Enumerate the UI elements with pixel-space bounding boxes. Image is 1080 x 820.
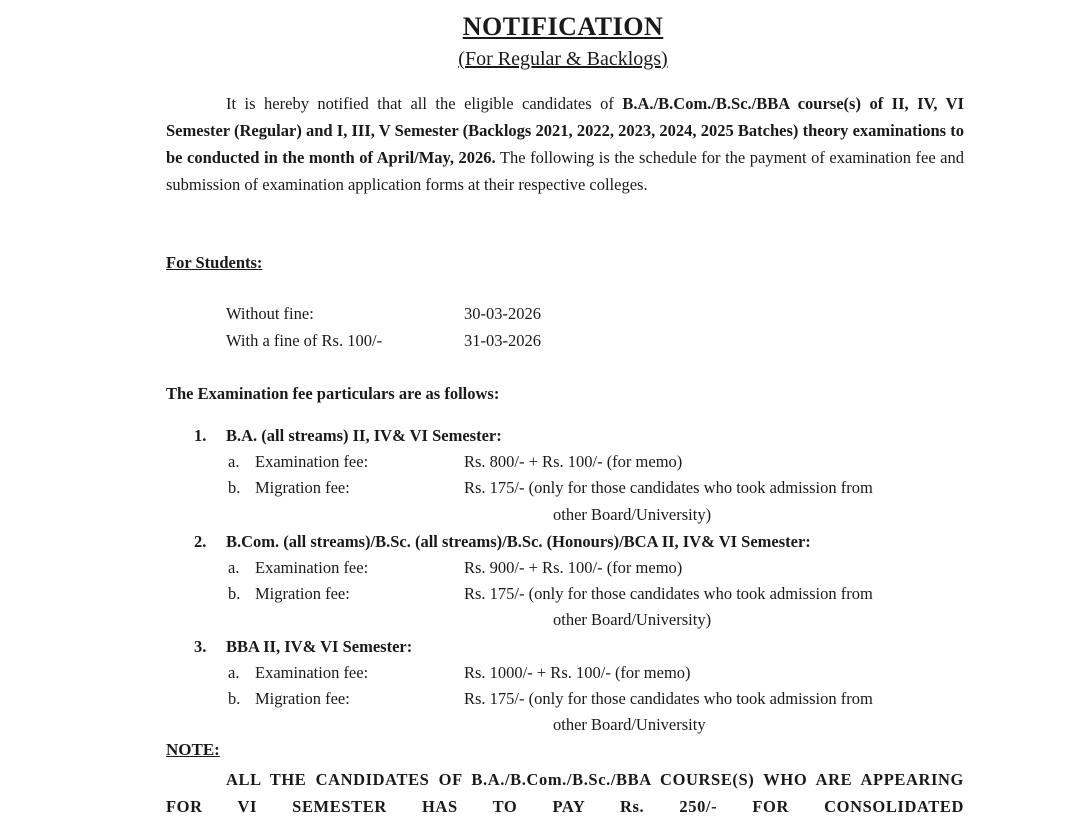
note-text: ALL THE CANDIDATES OF B.A./B.Com./B.Sc./BBA COURSE(S) WHO ARE APPEARING FOR VI SEMESTER HAS TO PAY Rs. 250/- FOR CONSOLIDATED xyxy=(166,770,964,816)
schedule-date: 31-03-2026 xyxy=(464,331,541,350)
item-letter: b. xyxy=(228,478,241,497)
course-title: B.Com. (all streams)/B.Sc. (all streams)/B.Sc. (Honours)/BCA II, IV& VI Semester: xyxy=(226,532,811,551)
students-heading: For Students: xyxy=(166,253,263,272)
item-value: Rs. 175/- (only for those candidates who took admission from xyxy=(464,478,873,497)
schedule-row-without-fine xyxy=(226,304,541,324)
intro-paragraph xyxy=(166,90,964,198)
item-value: Rs. 175/- (only for those candidates who took admission from xyxy=(464,689,873,708)
course-3-migration-fee-continued: other Board/University xyxy=(553,715,706,734)
course-2-migration-fee-continued: other Board/University) xyxy=(553,610,712,629)
page-title: NOTIFICATION xyxy=(462,12,664,41)
intro-text-1: It is hereby notified that all the eligible candidates of xyxy=(226,94,623,113)
item-value: Rs. 1000/- + Rs. 100/- (for memo) xyxy=(464,663,691,682)
schedule-label: Without fine: xyxy=(226,304,314,323)
course-number: 1. xyxy=(194,426,207,445)
item-label: Examination fee: xyxy=(255,663,369,682)
item-letter: b. xyxy=(228,689,241,708)
item-value: Rs. 800/- + Rs. 100/- (for memo) xyxy=(464,452,683,471)
item-label: Migration fee: xyxy=(255,689,350,708)
item-letter: b. xyxy=(228,584,241,603)
item-value: Rs. 900/- + Rs. 100/- (for memo) xyxy=(464,558,683,577)
course-title: BBA II, IV& VI Semester: xyxy=(226,637,413,656)
intro-text-2: The following is the schedule for the payment of examination fee and submission of examination application forms at their respective colleges. xyxy=(166,148,964,194)
intro-text-bold: B.A./B.Com./B.Sc./BBA course(s) of II, IV, VI Semester (Regular) and I, III, V Semester (Backlogs 2021, 2022, 2023, 2024, 2025 Batches) theory examinations to be conducted in the month of April/May, 2026. xyxy=(166,94,964,167)
item-label: Examination fee: xyxy=(255,558,369,577)
course-title: B.A. (all streams) II, IV& VI Semester: xyxy=(226,426,502,445)
fee-particulars-heading: The Examination fee particulars are as follows: xyxy=(166,384,500,403)
item-label: Migration fee: xyxy=(255,478,350,497)
note-heading: NOTE: xyxy=(166,740,220,759)
item-letter: a. xyxy=(228,663,240,682)
course-1-heading xyxy=(194,426,502,446)
item-label: Migration fee: xyxy=(255,584,350,603)
item-letter: a. xyxy=(228,558,240,577)
item-value: Rs. 175/- (only for those candidates who took admission from xyxy=(464,584,873,603)
schedule-date: 30-03-2026 xyxy=(464,304,541,323)
course-1-migration-fee-continued: other Board/University) xyxy=(553,505,712,524)
item-label: Examination fee: xyxy=(255,452,369,471)
schedule-row-with-fine xyxy=(226,331,541,351)
course-3-heading xyxy=(194,637,412,657)
course-number: 3. xyxy=(194,637,207,656)
course-number: 2. xyxy=(194,532,207,551)
course-2-heading xyxy=(194,532,811,552)
schedule-label: With a fine of Rs. 100/- xyxy=(226,331,383,350)
item-letter: a. xyxy=(228,452,240,471)
page-subtitle: (For Regular & Backlogs) xyxy=(458,48,668,70)
